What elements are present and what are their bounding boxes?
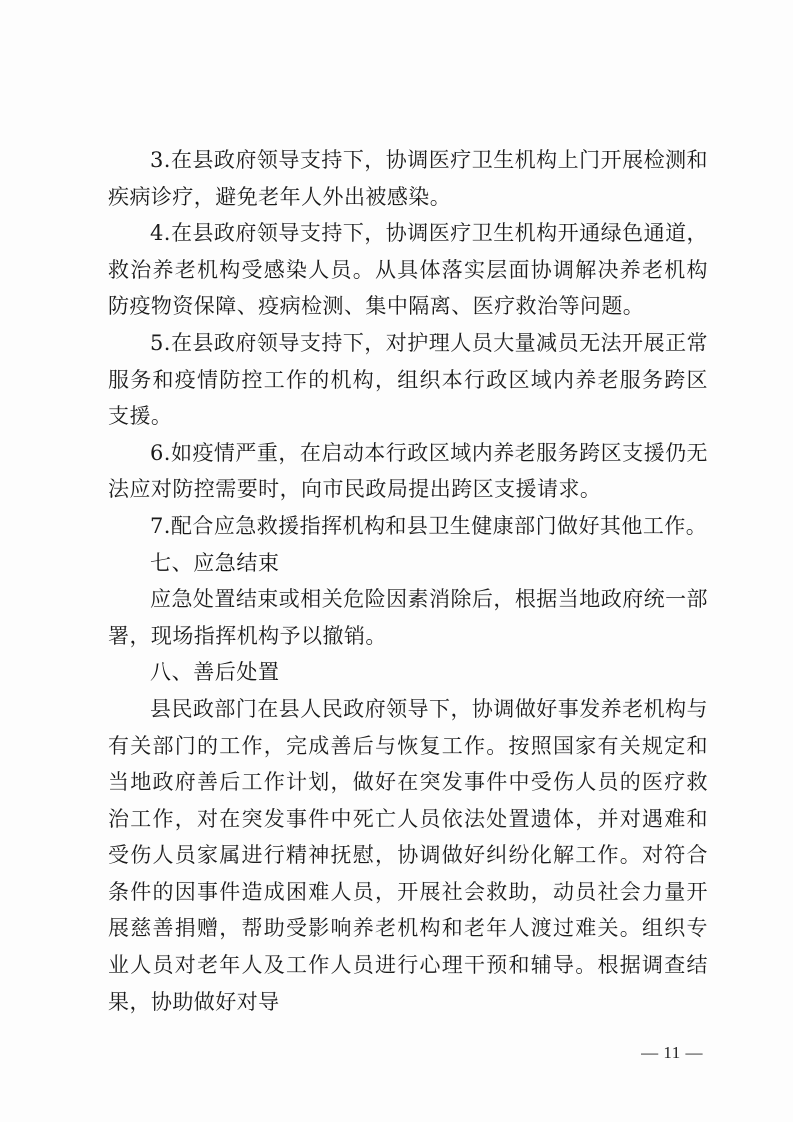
paragraph-item-3: 3.在县政府领导支持下，协调医疗卫生机构上门开展检测和疾病诊疗，避免老年人外出被感染。 (108, 148, 708, 209)
paragraph-aftermath: 县民政部门在县人民政府领导下，协调做好事发养老机构与有关部门的工作，完成善后与恢复工作。按照国家有关规定和当地政府善后工作计划，做好在突发事件中受伤人员的医疗救治工作，对在突发事件中死亡人员依法处置遗体，并对遇难和受伤人员家属进行精神抚慰，协调做好纠纷化解工作。对符合条件的因事件造成困难人员，开展社会救助，动员社会力量开展慈善捐赠，帮助受影响养老机构和老年人渡过难关。组织专业人员对老年人及工作人员进行心理干预和辅导。根据调查结果，协助做好对导 (108, 696, 708, 1014)
page-number: — 11 — (641, 1043, 703, 1062)
document-body (108, 142, 708, 1020)
paragraph-item-4: 4.在县政府领导支持下，协调医疗卫生机构开通绿色通道，救治养老机构受感染人员。从具体落实层面协调解决养老机构防疫物资保障、疫病检测、集中隔离、医疗救治等问题。 (108, 221, 708, 319)
paragraph-item-6: 6.如疫情严重，在启动本行政区域内养老服务跨区支援仍无法应对防控需要时，向市民政局提出跨区支援请求。 (108, 440, 708, 502)
section-heading-emergency-end: 七、应急结束 (150, 550, 280, 575)
paragraph-item-7: 7.配合应急救援指挥机构和县卫生健康部门做好其他工作。 (150, 513, 708, 538)
paragraph-item-5: 5.在县政府领导支持下，对护理人员大量减员无法开展正常服务和疫情防控工作的机构，组织本行政区域内养老服务跨区支援。 (108, 330, 708, 429)
section-heading-aftermath: 八、善后处置 (150, 660, 280, 685)
paragraph-emergency-end: 应急处置结束或相关危险因素消除后，根据当地政府统一部署，现场指挥机构予以撤销。 (108, 587, 708, 648)
